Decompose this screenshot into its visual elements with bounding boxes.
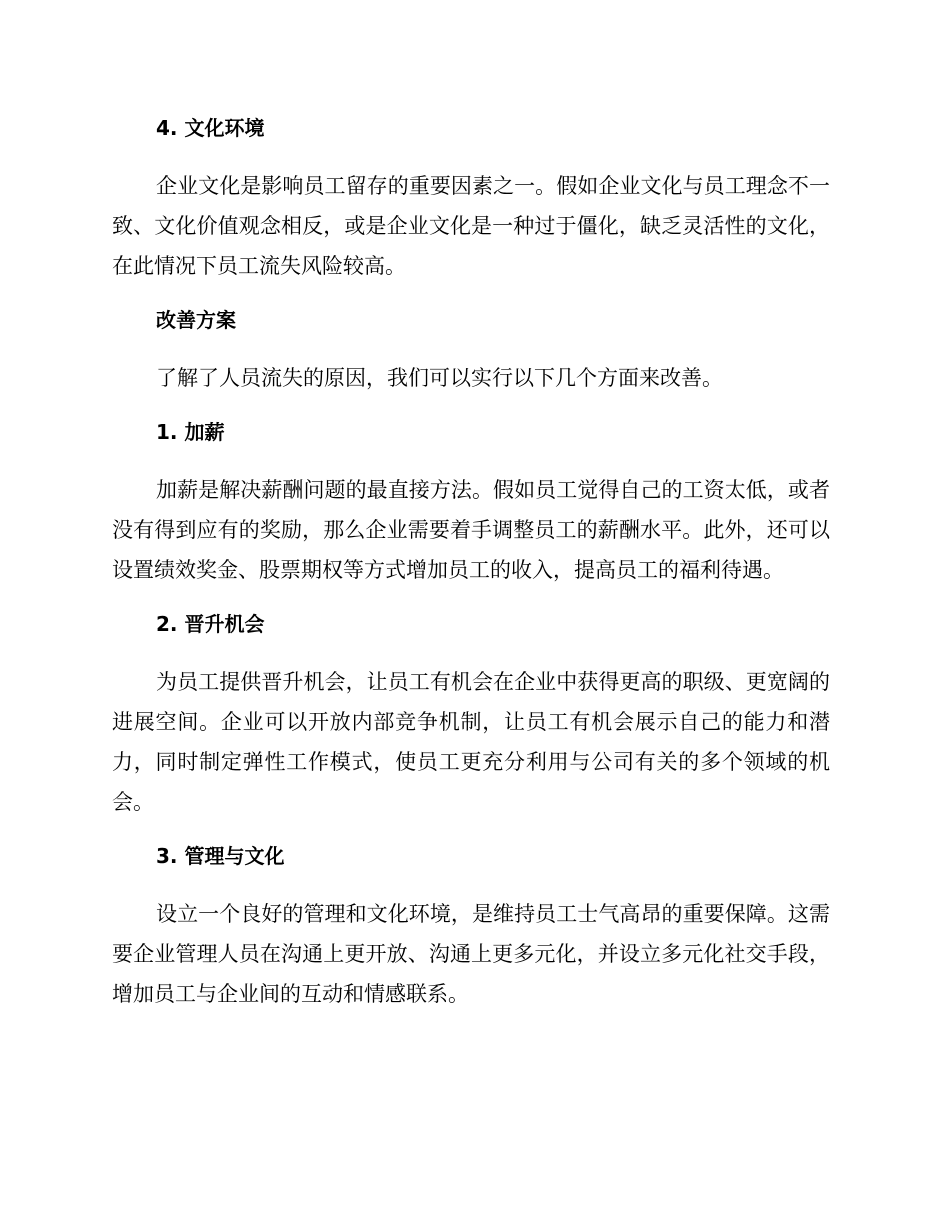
section-heading-culture-environment: 4. 文化环境 (156, 116, 265, 140)
document-body (112, 108, 830, 1028)
section-heading-management-culture: 3. 管理与文化 (156, 844, 285, 868)
paragraph-management-culture: 设立一个良好的管理和文化环境，是维持员工士气高昂的重要保障。这需要企业管理人员在沟通上更开放、沟通上更多元化，并设立多元化社交手段，增加员工与企业间的互动和情感联系。 (112, 902, 830, 1006)
paragraph-improvement-plan: 了解了人员流失的原因，我们可以实行以下几个方面来改善。 (156, 366, 723, 390)
paragraph-promotion-opportunity: 为员工提供晋升机会，让员工有机会在企业中获得更高的职级、更宽阔的进展空间。企业可以开放内部竞争机制，让员工有机会展示自己的能力和潜力，同时制定弹性工作模式，使员工更充分利用与公司有关的多个领域的机会。 (112, 670, 830, 814)
section-heading-promotion-opportunity: 2. 晋升机会 (156, 612, 265, 636)
section-heading-improvement-plan: 改善方案 (156, 308, 236, 332)
section-heading-salary-increase: 1. 加薪 (156, 420, 225, 444)
paragraph-culture-environment: 企业文化是影响员工留存的重要因素之一。假如企业文化与员工理念不一致、文化价值观念相反，或是企业文化是一种过于僵化，缺乏灵活性的文化，在此情况下员工流失风险较高。 (112, 174, 830, 278)
paragraph-salary-increase: 加薪是解决薪酬问题的最直接方法。假如员工觉得自己的工资太低，或者没有得到应有的奖励，那么企业需要着手调整员工的薪酬水平。此外，还可以设置绩效奖金、股票期权等方式增加员工的收入，提高员工的福利待遇。 (112, 478, 830, 582)
